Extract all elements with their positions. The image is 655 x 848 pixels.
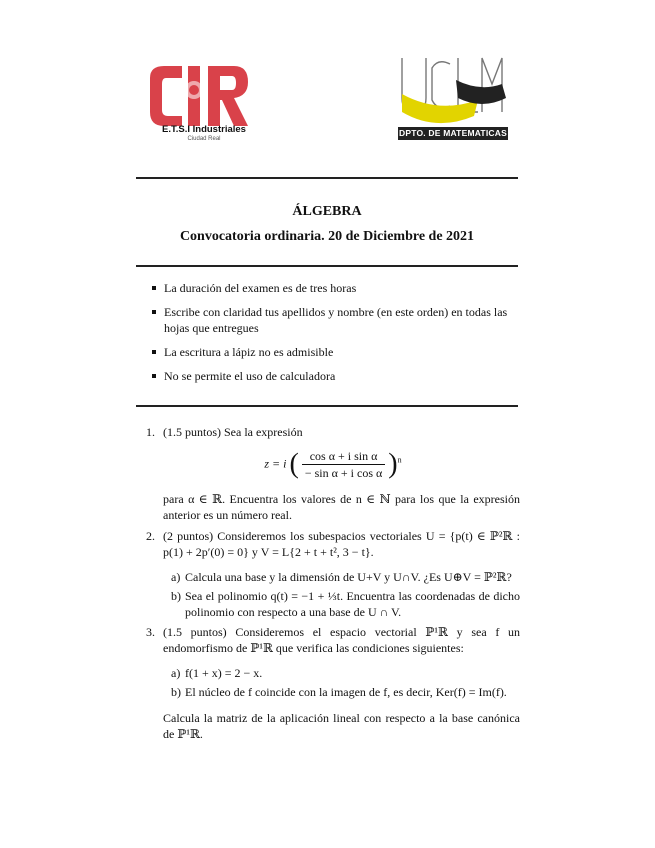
problem-3-item-a: [171, 665, 520, 681]
problem-2-item-b: [171, 588, 520, 620]
etsi-logo-text: E.T.S.I Industriales: [162, 124, 246, 135]
top-rule: [136, 177, 518, 179]
problem-number: 1.: [146, 425, 155, 439]
problem-1-intro: (1.5 puntos) Sea la expresión: [163, 425, 303, 439]
problem-1-formula: z = i ( $\frac{\text{cos α + i sin α}}{\text{− sin α + i cos α}}$ )$^n$: [264, 448, 402, 480]
formula-denominator: − sin α + i cos α: [304, 466, 383, 480]
formula-exponent: n: [397, 455, 402, 465]
formula-numerator: cos α + i sin α: [302, 448, 385, 465]
middle-rule: [136, 265, 518, 267]
problem-2-item-a: [171, 569, 520, 585]
exam-title: ÁLGEBRA: [292, 204, 362, 219]
item-text: f(1 + x) = 2 − x.: [185, 666, 263, 680]
exam-subtitle: Convocatoria ordinaria. 20 de Diciembre de 2021: [179, 229, 475, 244]
item-label: a): [171, 570, 181, 584]
instruction-item: La escritura a lápiz no es admisible: [150, 344, 520, 360]
formula-fraction: [302, 448, 385, 481]
problem-2-intro: (2 puntos) Consideremos los subespacios vectoriales U = {p(t) ∈ ℙ²ℝ : p(1) + 2p′(0) = 0} y V = L{2 + t + t², 3 − t}.: [163, 529, 520, 559]
item-text: El núcleo de f coincide con la imagen de f, es decir, Ker(f) = Im(f).: [185, 685, 507, 699]
problem-3-intro: (1.5 puntos) Consideremos el espacio vectorial ℙ¹ℝ y sea f un endomorfismo de ℙ¹ℝ que verifica las condiciones siguientes:: [163, 625, 520, 655]
problem-1: [146, 424, 520, 523]
problem-3: [146, 624, 520, 742]
instructions-list: [150, 280, 520, 392]
etsi-logo-subtext: Ciudad Real: [187, 136, 221, 142]
problem-1-text: para α ∈ ℝ. Encuentra los valores de n ∈ ℕ para los que la expresión anterior es un número real.: [163, 492, 520, 522]
problem-2: [146, 528, 520, 620]
instruction-item: Escribe con claridad tus apellidos y nombre (en este orden) en todas las hojas que entregues: [150, 304, 520, 336]
problem-number: 3.: [146, 625, 155, 639]
instruction-item: No se permite el uso de calculadora: [150, 368, 520, 384]
problem-3-closing: Calcula la matriz de la aplicación lineal con respecto a la base canónica de ℙ¹ℝ.: [163, 711, 520, 741]
problem-number: 2.: [146, 529, 155, 543]
formula-lhs: z = i: [264, 456, 287, 471]
item-label: a): [171, 666, 181, 680]
item-label: b): [171, 589, 181, 603]
bottom-rule: [136, 405, 518, 407]
dpto-matematicas-label: DPTO. DE MATEMATICAS: [399, 128, 507, 138]
instruction-item: La duración del examen es de tres horas: [150, 280, 520, 296]
item-text: Calcula una base y la dimensión de U+V y U∩V. ¿Es U⊕V = ℙ²ℝ?: [185, 570, 512, 584]
item-text: Sea el polinomio q(t) = −1 + ⅓t. Encuentra las coordenadas de dicho polinomio con respecto a una base de U ∩ V.: [185, 589, 520, 619]
item-label: b): [171, 685, 181, 699]
problem-3-item-b: [171, 684, 520, 700]
